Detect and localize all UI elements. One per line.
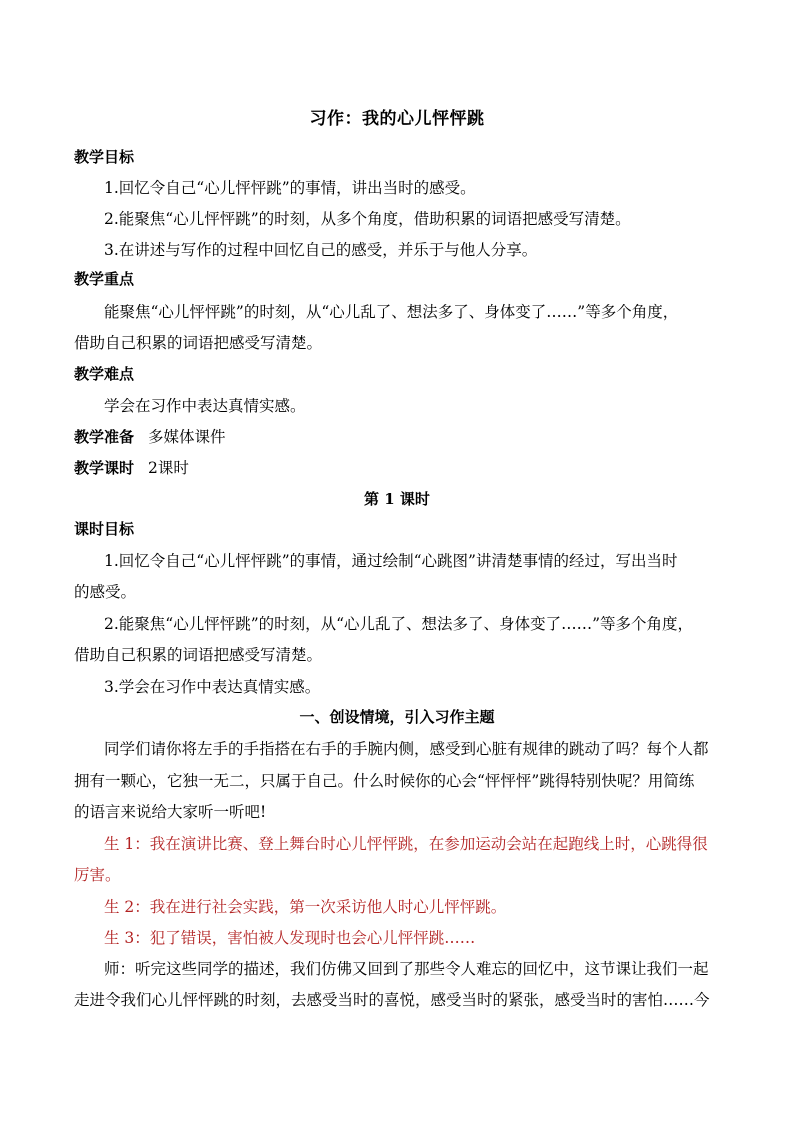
- student2-line: 生 2：我在进行社会实践，第一次采访他人时心儿怦怦跳。: [104, 898, 507, 916]
- hours-value: 2课时: [148, 459, 189, 477]
- prep-row: [74, 425, 724, 447]
- lesson-goal-line: 3.学会在习作中表达真情实感。: [104, 678, 321, 696]
- lesson-goal-line: 2.能聚焦“心儿怦怦跳”的时刻，从“心儿乱了、想法多了、身体变了……”等多个角度，: [104, 615, 693, 633]
- lesson-goal-line: 借助自己积累的词语把感受写清楚。: [74, 646, 323, 664]
- hours-label: 教学课时: [74, 459, 135, 477]
- prep-label: 教学准备: [74, 428, 135, 446]
- lesson-title: 第 1 课时: [364, 490, 430, 508]
- difficulty-text: 学会在习作中表达真情实感。: [104, 397, 306, 415]
- intro-line: 同学们请你将左手的手指搭在右手的手腕内侧，感受到心脏有规律的跳动了吗？每个人都: [104, 740, 709, 758]
- page-title: 习作：我的心儿怦怦跳: [309, 109, 485, 129]
- lesson-goals-heading: 课时目标: [74, 520, 135, 538]
- goal-item: 3.在讲述与写作的过程中回忆自己的感受，并乐于与他人分享。: [104, 241, 538, 259]
- key-heading: 教学重点: [74, 270, 135, 288]
- teacher-line: 走进令我们心儿怦怦跳的时刻，去感受当时的喜悦，感受当时的紧张，感受当时的害怕……今: [74, 991, 710, 1009]
- intro-line: 拥有一颗心，它独一无二，只属于自己。什么时候你的心会“怦怦怦”跳得特别快呢？用简练: [74, 772, 695, 790]
- goals-heading: 教学目标: [74, 148, 135, 166]
- goal-item: 2.能聚焦“心儿怦怦跳”的时刻，从多个角度，借助积累的词语把感受写清楚。: [104, 210, 631, 228]
- difficulty-heading: 教学难点: [74, 365, 135, 383]
- lesson-goal-line: 的感受。: [74, 583, 137, 601]
- hours-row: [74, 456, 724, 478]
- key-text-line: 借助自己积累的词语把感受写清楚。: [74, 334, 323, 352]
- intro-line: 的语言来说给大家听一听吧!: [74, 803, 267, 821]
- lesson-goal-line: 1.回忆令自己“心儿怦怦跳”的事情，通过绘制“心跳图”讲清楚事情的经过，写出当时: [104, 552, 678, 570]
- prep-value: 多媒体课件: [148, 428, 226, 446]
- teacher-line: 师：听完这些同学的描述，我们仿佛又回到了那些令人难忘的回忆中，这节课让我们一起: [104, 960, 709, 978]
- key-text-line: 能聚焦“心儿怦怦跳”的时刻，从“心儿乱了、想法多了、身体变了……”等多个角度，: [104, 303, 679, 321]
- section1-title: 一、创设情境，引入习作主题: [299, 708, 495, 726]
- student3-line: 生 3：犯了错误，害怕被人发现时也会心儿怦怦跳……: [104, 929, 476, 947]
- student1-line: 生 1：我在演讲比赛、登上舞台时心儿怦怦跳，在参加运动会站在起跑线上时，心跳得很: [104, 835, 708, 853]
- student1-line: 厉害。: [74, 866, 121, 884]
- goal-item: 1.回忆令自己“心儿怦怦跳”的事情，讲出当时的感受。: [104, 179, 476, 197]
